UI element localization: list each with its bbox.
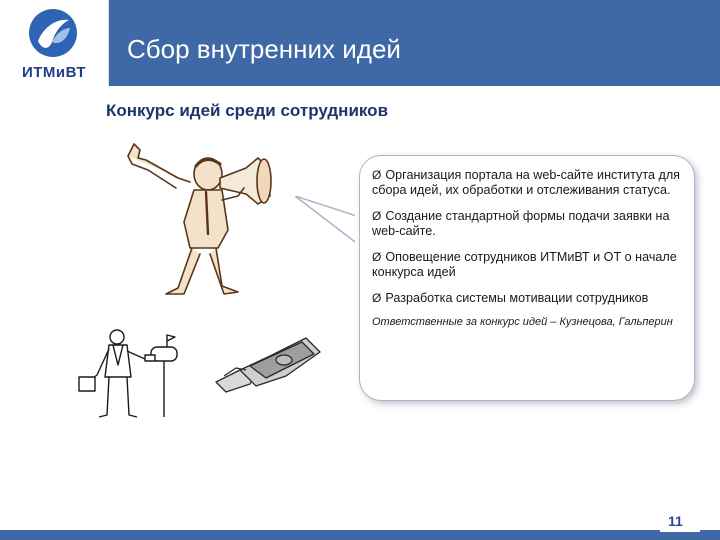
bullet-arrow-icon: Ø [372, 168, 382, 182]
page-number: 11 [668, 513, 683, 529]
bubble-item [372, 209, 680, 239]
page-title: Сбор внутренних идей [127, 34, 401, 64]
mailbox-man-icon [75, 325, 200, 420]
bubble-item [372, 250, 680, 280]
money-hand-icon [210, 330, 328, 400]
bubble-item-text: Создание стандартной формы подачи заявки на web-сайте. [372, 209, 670, 238]
footer-bar [0, 530, 720, 540]
bubble-item-text: Разработка системы мотивации сотрудников [385, 291, 649, 305]
speech-bubble [359, 155, 695, 401]
slide-subtitle: Конкурс идей среди сотрудников [106, 101, 389, 120]
bullet-arrow-icon: Ø [372, 250, 382, 264]
bullet-arrow-icon: Ø [372, 291, 382, 305]
bubble-item-text: Организация портала на web-сайте института для сбора идей, их обработки и отслеживания статуса. [372, 168, 680, 197]
bubble-item-text: Оповещение сотрудников ИТМиВТ и ОТ о начале конкурса идей [372, 250, 677, 279]
logo-emblem-icon [28, 8, 78, 58]
header-bar [108, 0, 720, 86]
bubble-item [372, 168, 680, 198]
bullet-arrow-icon: Ø [372, 209, 382, 223]
speech-bubble-tail [295, 196, 365, 256]
megaphone-man-icon [118, 138, 290, 298]
responsible-note: Ответственные за конкурс идей – Кузнецова, Гальперин [372, 316, 673, 328]
logo-text: ИТМиВТ [21, 64, 87, 81]
bubble-item [372, 291, 680, 306]
logo [0, 0, 108, 86]
